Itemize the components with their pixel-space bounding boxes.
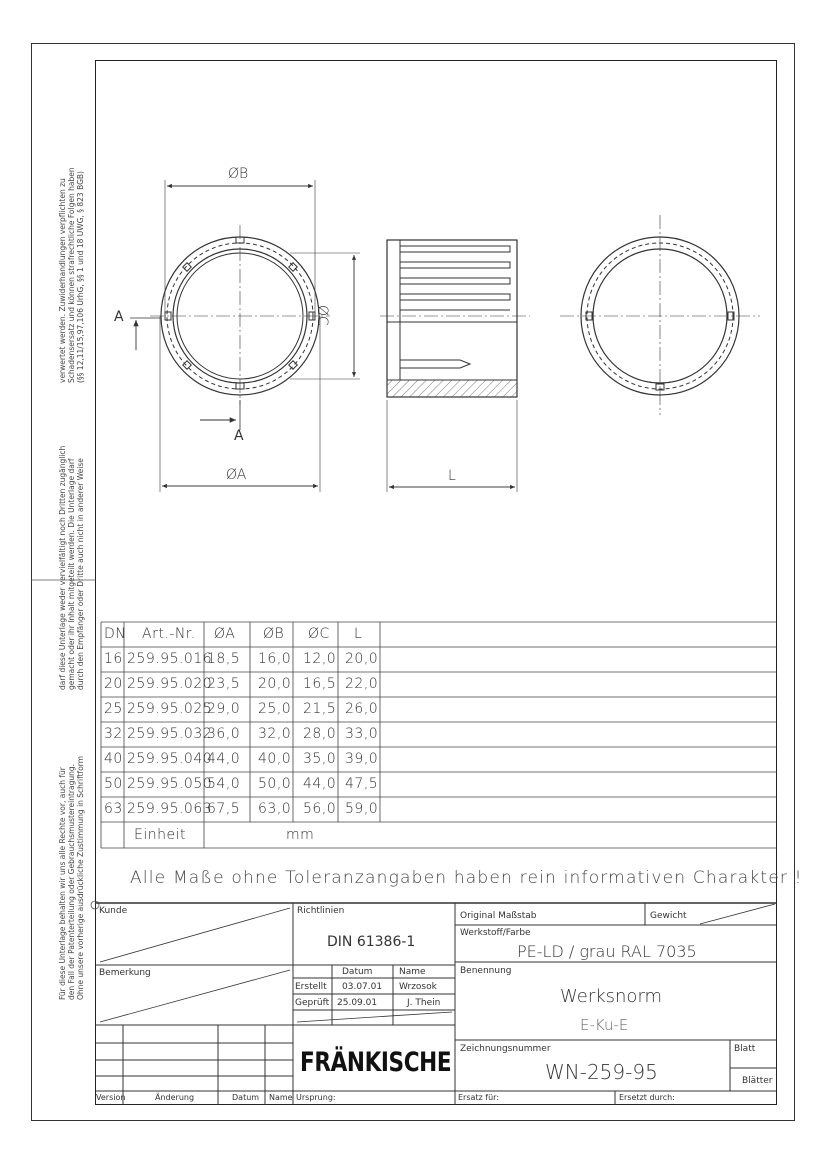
cell-diameter-a: 67,5 xyxy=(207,801,241,817)
geprueft-name: J. Thein xyxy=(407,998,441,1008)
original-massstab-label: Original Maßstab xyxy=(460,911,537,921)
unit-label: Einheit xyxy=(134,827,186,843)
cell-length: 39,0 xyxy=(345,751,379,767)
cell-diameter-a: 44,0 xyxy=(207,751,241,767)
cell-diameter-a: 23,5 xyxy=(207,676,241,692)
table-header-diameter-a: ØA xyxy=(214,626,236,642)
legal-note-line: Für diese Unterlage behalten wir uns alle Rechte vor, auch für xyxy=(58,767,67,1000)
zeichnungsnummer-label: Zeichnungsnummer xyxy=(460,1044,551,1054)
diameter-a-label: ØA xyxy=(226,467,247,483)
front-view xyxy=(130,180,360,492)
cell-diameter-b: 20,0 xyxy=(258,676,292,692)
table-header-diameter-c: ØC xyxy=(308,626,330,642)
table-header-art-nr: Art.-Nr. xyxy=(142,626,196,642)
cell-art-nr: 259.95.063 xyxy=(127,801,213,817)
cell-length: 33,0 xyxy=(345,726,379,742)
werkstoff-value: PE-LD / grau RAL 7035 xyxy=(517,942,697,961)
richtlinien-value: DIN 61386-1 xyxy=(327,934,416,950)
cell-diameter-c: 28,0 xyxy=(303,726,337,742)
unit-value: mm xyxy=(286,827,315,843)
cell-diameter-c: 21,5 xyxy=(303,701,337,717)
cell-diameter-c: 56,0 xyxy=(303,801,337,817)
erstellt-label: Erstellt xyxy=(295,982,327,992)
cell-art-nr: 259.95.050 xyxy=(127,776,213,792)
werkstoff-label: Werkstoff/Farbe xyxy=(460,928,531,938)
cell-length: 26,0 xyxy=(345,701,379,717)
ursprung-label: Ursprung: xyxy=(296,1093,336,1102)
cell-diameter-b: 25,0 xyxy=(258,701,292,717)
legal-note-line: gemacht oder ihr Inhalt mitgeteilt werden. Die Unterlage darf xyxy=(67,458,76,690)
cell-art-nr: 259.95.020 xyxy=(127,676,213,692)
diameter-b-label: ØB xyxy=(228,166,249,182)
cell-diameter-a: 54,0 xyxy=(207,776,241,792)
cell-dn: 50 xyxy=(104,776,123,792)
legal-note-line: (§§ 12,11/15,97,106 UrhG, §§ 1 und 18 UWG, § 823 BGB) xyxy=(76,171,85,383)
cell-dn: 63 xyxy=(104,801,123,817)
cell-dn: 25 xyxy=(104,701,123,717)
frankische-logo: FRÄNKISCHE xyxy=(300,1047,452,1078)
name-label: Name xyxy=(399,967,426,977)
name-col-label: Name xyxy=(269,1093,293,1102)
ersatz-fuer-label: Ersatz für: xyxy=(458,1093,500,1102)
diameter-c-label: ØC xyxy=(314,305,330,326)
cell-art-nr: 259.95.016 xyxy=(127,651,213,667)
blaetter-label: Blätter xyxy=(742,1076,773,1086)
cell-diameter-c: 35,0 xyxy=(303,751,337,767)
benennung-value: Werksnorm xyxy=(560,986,663,1007)
legal-note-line: Ohne unsere vorherige ausdrückliche Zustimmung in Schriftform xyxy=(76,755,85,1000)
table-header-dn: DN xyxy=(104,626,127,642)
benennung-label: Benennung xyxy=(460,966,512,976)
benennung-sub: E-Ku-E xyxy=(580,1016,629,1034)
cell-art-nr: 259.95.025 xyxy=(127,701,213,717)
cell-diameter-b: 40,0 xyxy=(258,751,292,767)
ersetzt-durch-label: Ersetzt durch: xyxy=(619,1093,675,1102)
cell-diameter-c: 16,5 xyxy=(303,676,337,692)
section-label-bottom: A xyxy=(234,428,244,444)
cell-length: 59,0 xyxy=(345,801,379,817)
bemerkung-label: Bemerkung xyxy=(99,968,151,978)
cell-diameter-b: 50,0 xyxy=(258,776,292,792)
gewicht-label: Gewicht xyxy=(650,911,687,921)
table-header-diameter-b: ØB xyxy=(263,626,285,642)
side-view xyxy=(380,240,530,492)
cell-diameter-b: 16,0 xyxy=(258,651,292,667)
geprueft-label: Geprüft xyxy=(295,998,330,1008)
legal-note-line: durch den Empfänger oder Dritte auch nicht in anderer Weise xyxy=(76,458,85,690)
datum-label: Datum xyxy=(342,967,373,977)
kunde-label: Kunde xyxy=(99,906,128,916)
geprueft-datum: 25.09.01 xyxy=(337,998,378,1008)
legal-note-line: darf diese Unterlage weder vervielfältigt noch Dritten zugänglich xyxy=(58,445,67,690)
legal-note-line: den Fall der Patenterteilung oder Gebrauchsmustereintragung. xyxy=(67,764,76,1000)
cell-diameter-a: 29,0 xyxy=(207,701,241,717)
erstellt-name: Wrzosok xyxy=(399,982,437,992)
cell-art-nr: 259.95.032 xyxy=(127,726,213,742)
table-header-length: L xyxy=(354,626,363,642)
cell-length: 20,0 xyxy=(345,651,379,667)
cell-length: 47,5 xyxy=(345,776,379,792)
cell-diameter-b: 32,0 xyxy=(258,726,292,742)
richtlinien-label: Richtlinien xyxy=(297,906,345,916)
section-label-left: A xyxy=(114,309,124,325)
length-label: L xyxy=(448,468,456,484)
cell-dn: 40 xyxy=(104,751,123,767)
tolerance-note: Alle Maße ohne Toleranzangaben haben rein informativen Charakter ! xyxy=(130,868,803,888)
aenderung-label: Änderung xyxy=(155,1093,195,1102)
cell-diameter-c: 44,0 xyxy=(303,776,337,792)
cell-dn: 20 xyxy=(104,676,123,692)
cell-diameter-b: 63,0 xyxy=(258,801,292,817)
zeichnungsnummer-value: WN-259-95 xyxy=(545,1060,658,1084)
erstellt-datum: 03.07.01 xyxy=(342,982,383,992)
cell-diameter-c: 12,0 xyxy=(303,651,337,667)
legal-note-line: Schadensersatz und können strafrechtliche Folgen haben xyxy=(67,167,76,383)
cell-dn: 16 xyxy=(104,651,123,667)
datum-col-label: Datum xyxy=(232,1093,260,1102)
blatt-label: Blatt xyxy=(734,1044,756,1054)
legal-note-line: verwertet werden. Zuwiderhandlungen verpflichten zu xyxy=(58,178,67,383)
cell-art-nr: 259.95.040 xyxy=(127,751,213,767)
cell-dn: 32 xyxy=(104,726,123,742)
cell-diameter-a: 18,5 xyxy=(207,651,241,667)
version-label: Version xyxy=(96,1093,126,1102)
cell-diameter-a: 36,0 xyxy=(207,726,241,742)
back-view xyxy=(560,215,760,415)
cell-length: 22,0 xyxy=(345,676,379,692)
